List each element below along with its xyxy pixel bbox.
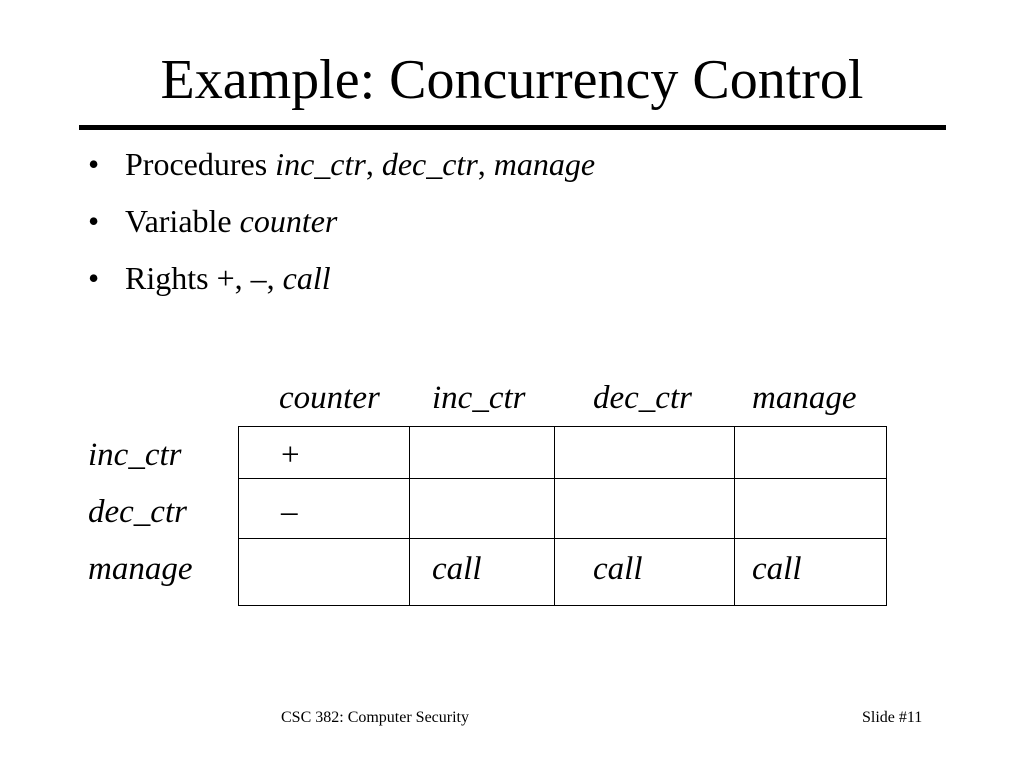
column-divider	[554, 427, 555, 605]
column-header-inc-ctr: inc_ctr	[432, 380, 526, 416]
procedure-name: dec_ctr	[381, 146, 478, 182]
matrix-cell: +	[281, 437, 300, 473]
matrix-cell: call	[752, 551, 802, 587]
procedure-name: manage	[493, 146, 596, 182]
column-header-manage: manage	[752, 380, 857, 416]
slide-title: Example: Concurrency Control	[160, 49, 864, 111]
separator: ,	[365, 146, 382, 182]
footer-slide-number: Slide #11	[862, 709, 923, 726]
bullet-prefix: Rights +, –,	[125, 260, 283, 296]
matrix-cell: call	[593, 551, 643, 587]
bullet-prefix: Procedures	[125, 146, 276, 182]
row-divider	[239, 478, 886, 479]
bullet-dot: •	[88, 203, 100, 239]
bullet-text	[125, 258, 331, 298]
footer-course: CSC 382: Computer Security	[281, 709, 469, 726]
row-label-dec-ctr: dec_ctr	[88, 494, 187, 530]
bullet-dot: •	[88, 260, 100, 296]
column-header-dec-ctr: dec_ctr	[593, 380, 692, 416]
matrix-cell: –	[281, 494, 298, 530]
right-name: call	[282, 260, 331, 296]
separator: ,	[477, 146, 494, 182]
bullet-dot: •	[88, 146, 100, 182]
bullet-text	[125, 201, 337, 241]
row-label-inc-ctr: inc_ctr	[88, 437, 182, 473]
variable-name: counter	[239, 203, 338, 239]
title-underline	[79, 125, 946, 130]
bullet-prefix: Variable	[125, 203, 240, 239]
procedure-name: inc_ctr	[275, 146, 366, 182]
matrix-cell: call	[432, 551, 482, 587]
column-divider	[734, 427, 735, 605]
column-header-counter: counter	[279, 380, 380, 416]
column-divider	[409, 427, 410, 605]
row-divider	[239, 538, 886, 539]
row-label-manage: manage	[88, 551, 193, 587]
bullet-text	[125, 144, 595, 184]
